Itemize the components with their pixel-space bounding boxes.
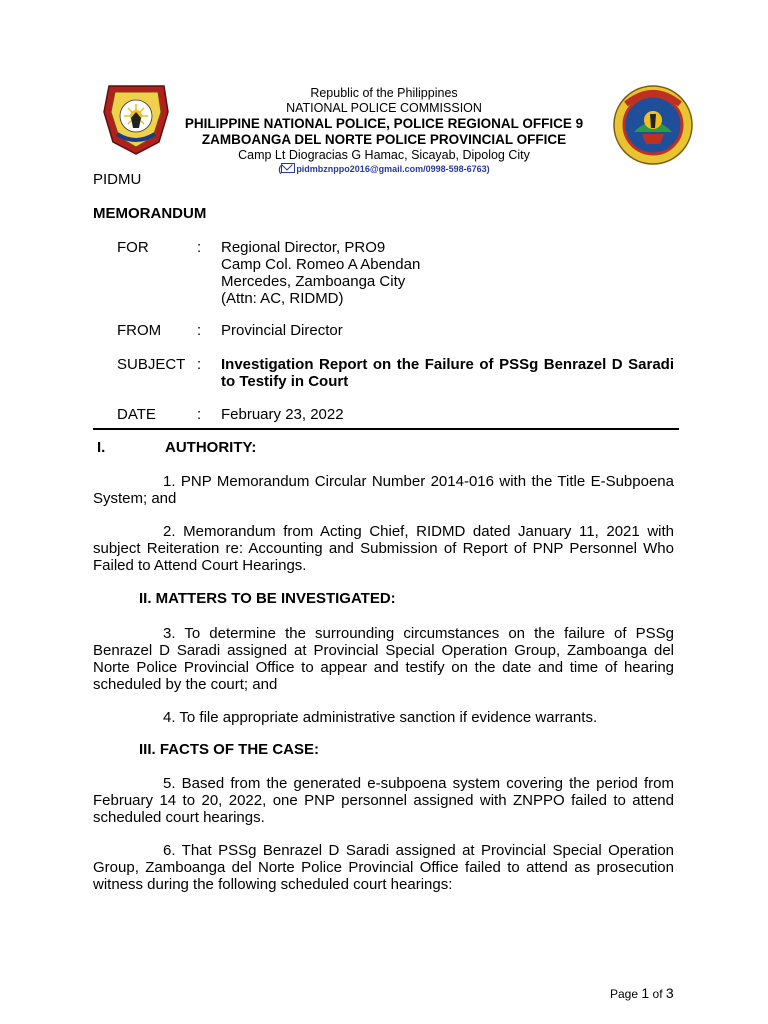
for-value: [221, 239, 420, 307]
paragraph-1: [93, 473, 674, 507]
contact-open-paren: (: [278, 164, 282, 174]
paragraph-3: [93, 625, 674, 693]
header-divider: [93, 428, 679, 430]
section-2-title: II. MATTERS TO BE INVESTIGATED:: [139, 590, 396, 607]
of-word: of: [652, 987, 663, 1001]
pnp-office-line: PHILIPPINE NATIONAL POLICE, POLICE REGIONAL OFFICE 9: [184, 116, 584, 131]
paragraph-2-text: 2. Memorandum from Acting Chief, RIDMD dated January 11, 2021 with subject Reiteration re: Accounting and Submission of Report of PNP Personnel Who Failed to Attend Court Hearings.: [93, 523, 674, 574]
page-word: Page: [610, 987, 639, 1001]
paragraph-5-text: 5. Based from the generated e-subpoena system covering the period from February 14 to 20, 2022, one PNP personnel assigned with ZNPPO failed to attend scheduled court hearings.: [93, 775, 674, 826]
paragraph-1-text: 1. PNP Memorandum Circular Number 2014-016 with the Title E-Subpoena System; and: [93, 473, 674, 507]
contact-text: pidmbznppo2016@gmail.com/0998-598-6763): [296, 164, 490, 174]
page-number-footer: [610, 985, 674, 1001]
date-label: DATE: [117, 406, 156, 423]
provincial-office-seal-logo: [612, 84, 694, 166]
from-value: Provincial Director: [221, 322, 343, 339]
subject-value: Investigation Report on the Failure of PSSg Benrazel D Saradi to Testify in Court: [221, 356, 674, 390]
total-pages: 3: [665, 985, 674, 1001]
for-line-3: Mercedes, Zamboanga City: [221, 273, 406, 290]
paragraph-6-text: 6. That PSSg Benrazel D Saradi assigned at Provincial Special Operation Group, Zamboanga del Norte Police Provincial Office failed to attend as prosecution witness during the following scheduled court hearings:: [93, 842, 674, 893]
address-line: Camp Lt Diogracias G Hamac, Sicayab, Dipolog City: [238, 148, 530, 162]
paragraph-4: [93, 709, 674, 726]
for-line-4: (Attn: AC, RIDMD): [221, 290, 344, 307]
subject-colon: :: [197, 356, 202, 373]
from-label: FROM: [117, 322, 162, 339]
napolcom-line: NATIONAL POLICE COMMISSION: [286, 101, 482, 115]
paragraph-2: [93, 523, 674, 574]
memo-title: MEMORANDUM: [93, 205, 207, 222]
paragraph-4-text: 4. To file appropriate administrative sanction if evidence warrants.: [163, 709, 598, 726]
contact-line: [160, 163, 608, 175]
for-label: FOR: [117, 239, 149, 256]
paragraph-6: [93, 842, 674, 893]
office-code: PIDMU: [93, 171, 142, 188]
paragraph-5: [93, 775, 674, 826]
date-colon: :: [197, 406, 202, 423]
for-line-2: Camp Col. Romeo A Abendan: [221, 256, 421, 273]
section-1-number: I.: [97, 439, 106, 456]
email-icon: [281, 163, 295, 173]
letterhead: [160, 86, 608, 175]
republic-line: Republic of the Philippines: [310, 86, 458, 100]
current-page: 1: [641, 985, 650, 1001]
paragraph-3-text: 3. To determine the surrounding circumstances on the failure of PSSg Benrazel D Saradi assigned at Provincial Special Operation Group, Zamboanga del Norte Police Provincial Office to appear and testify on the date and time of hearing scheduled by the court; and: [93, 625, 674, 693]
for-line-1: Regional Director, PRO9: [221, 239, 386, 256]
date-value: February 23, 2022: [221, 406, 344, 423]
section-1-title: AUTHORITY:: [165, 439, 257, 456]
for-colon: :: [197, 239, 202, 256]
provincial-office-line: ZAMBOANGA DEL NORTE POLICE PROVINCIAL OFFICE: [201, 132, 567, 147]
subject-label: SUBJECT: [117, 356, 186, 373]
section-3-title: III. FACTS OF THE CASE:: [139, 741, 320, 758]
from-colon: :: [197, 322, 202, 339]
